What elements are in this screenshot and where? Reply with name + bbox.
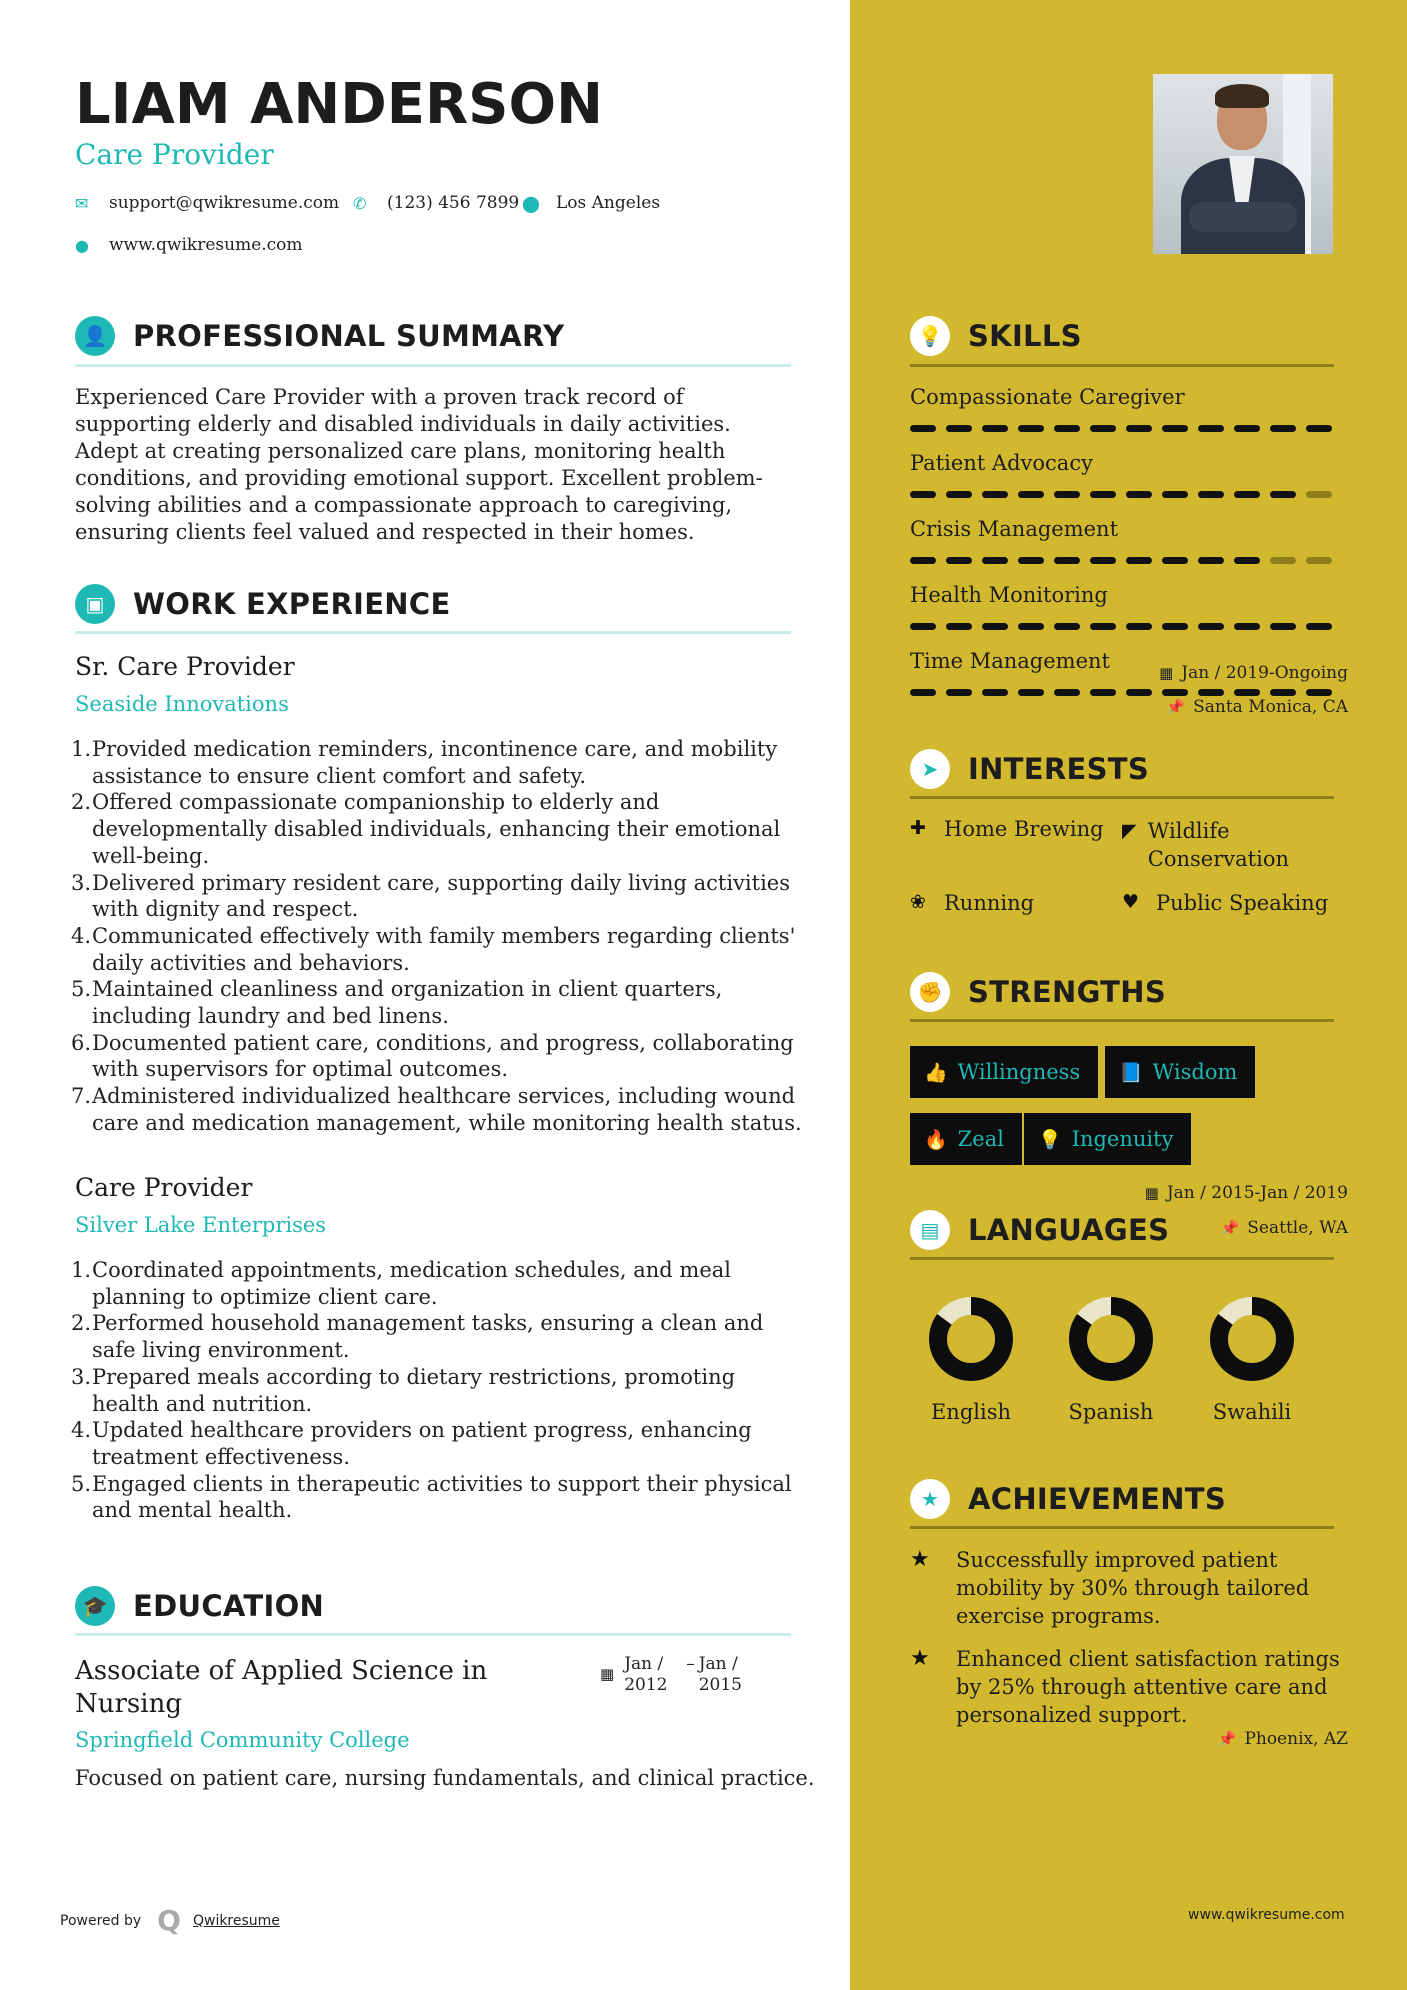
skill-dash: [1018, 425, 1044, 432]
skill-dash: [1270, 425, 1296, 432]
duty-item: 2. Offered compassionate companionship to elderly and developmentally disabled individuals, enhancing their emotional well-being.: [71, 790, 781, 868]
skill-dash: [1090, 623, 1116, 630]
graduate-icon: 🎓: [75, 1586, 115, 1626]
powered-by: Powered by Q Qwikresume: [60, 1904, 280, 1937]
wildlife-icon: ◤: [1122, 820, 1137, 842]
language-name: English: [930, 1400, 1012, 1424]
job-1-location: 📌 Santa Monica, CA: [1166, 697, 1348, 717]
skill-name: Crisis Management: [910, 517, 1119, 541]
skill-name: Compassionate Caregiver: [910, 385, 1185, 409]
skill-dash: [910, 623, 936, 630]
job-2-location: 📌 Seattle, WA: [1220, 1218, 1348, 1238]
strengths-heading: ✊ STRENGTHS: [910, 972, 1166, 1012]
qwikresume-logo-icon: Q: [157, 1904, 181, 1937]
skill-level-bar: [910, 425, 1332, 432]
skill-dash: [1126, 623, 1152, 630]
skill-dash: [1198, 491, 1224, 498]
interest-item: ◤ Wildlife Conservation: [1122, 819, 1289, 871]
duty-item: 4. Updated healthcare providers on patient progress, enhancing treatment effectiveness.: [71, 1418, 752, 1469]
divider: [75, 1633, 791, 1636]
paper-plane-icon: ➤: [910, 749, 950, 789]
skill-dash: [1234, 491, 1260, 498]
skill-name: Health Monitoring: [910, 583, 1108, 607]
education-degree: Associate of Applied Science in Nursing: [75, 1656, 488, 1719]
language-item: [1056, 1296, 1166, 1424]
skill-dash: [1162, 425, 1188, 432]
skills-heading: 💡 SKILLS: [910, 316, 1082, 356]
skill-dash: [1306, 491, 1332, 498]
education-location: 📌 Phoenix, AZ: [1217, 1729, 1348, 1749]
skill-dash: [1126, 425, 1152, 432]
achievement-item: ★ Enhanced client satisfaction ratings by 25% through attentive care and personalized support.: [910, 1646, 1340, 1727]
duty-item: 4. Communicated effectively with family members regarding clients' daily activities and behaviors.: [71, 923, 796, 975]
job-2-title: Care Provider: [75, 1173, 253, 1202]
skill-dash: [1162, 557, 1188, 564]
qwikresume-link[interactable]: Qwikresume: [192, 1912, 280, 1929]
language-name: Spanish: [1068, 1400, 1154, 1424]
job-title: Care Provider: [75, 138, 274, 171]
divider: [910, 1019, 1334, 1022]
skill-dash: [946, 689, 972, 696]
skill-dash: [982, 491, 1008, 498]
skill-dash: [1018, 623, 1044, 630]
strength-chip: 📘 Wisdom: [1105, 1046, 1255, 1098]
star-icon: ★: [910, 1479, 950, 1519]
office-chair-icon: ▣: [75, 584, 115, 624]
skill-dash: [1162, 623, 1188, 630]
interest-item: ❀ Running: [910, 891, 1035, 915]
education-heading: 🎓 EDUCATION: [75, 1586, 324, 1626]
job-1-title: Sr. Care Provider: [75, 652, 295, 681]
skill-dash: [1126, 557, 1152, 564]
star-icon: ★: [910, 1547, 930, 1572]
thumbs-up-icon: 👍: [924, 1061, 948, 1084]
skill-dash: [1234, 425, 1260, 432]
language-level-ring: [1068, 1296, 1154, 1382]
skill-dash: [1306, 557, 1332, 564]
skill-dash: [1306, 623, 1332, 630]
skill-dash: [1054, 689, 1080, 696]
skill-dash: [1054, 491, 1080, 498]
skill-dash: [1198, 557, 1224, 564]
job-1-duties: [65, 736, 805, 1137]
skill-level-bar: [910, 491, 1332, 498]
fire-icon: 🔥: [924, 1128, 948, 1151]
calendar-icon: ▦: [1144, 1184, 1159, 1202]
heartbeat-icon: ♥: [1122, 891, 1140, 913]
candidate-name: LIAM ANDERSON: [75, 72, 603, 137]
skill-dash: [1306, 425, 1332, 432]
job-1-company: Seaside Innovations: [75, 692, 289, 716]
skill-dash: [1198, 623, 1224, 630]
job-1-dates: ▦ Jan / 2019-Ongoing: [1159, 663, 1348, 683]
duty-item: 3. Prepared meals according to dietary restrictions, promoting health and nutrition.: [71, 1364, 736, 1416]
divider: [910, 364, 1334, 367]
calendar-icon: ▦: [1159, 664, 1174, 682]
globe-icon: ●: [75, 235, 89, 255]
language-item: [916, 1296, 1026, 1424]
job-2-dates: ▦ Jan / 2015-Jan / 2019: [1144, 1183, 1348, 1203]
work-heading: ▣ WORK EXPERIENCE: [75, 584, 451, 624]
skill-dash: [1162, 491, 1188, 498]
skill-dash: [1234, 557, 1260, 564]
map-pin-icon: ⬤: [522, 193, 540, 213]
divider: [75, 364, 791, 367]
raised-fist-icon: ✊: [910, 972, 950, 1012]
duty-item: 7. Administered individualized healthcare services, including wound care and medication management, while monitoring health status.: [71, 1084, 802, 1135]
interest-item: ✚ Home Brewing: [910, 817, 1104, 841]
skill-dash: [1270, 557, 1296, 564]
skill-dash: [1054, 623, 1080, 630]
skill-dash: [982, 623, 1008, 630]
lightbulb-icon: 💡: [910, 316, 950, 356]
skill-dash: [946, 491, 972, 498]
skill-dash: [946, 623, 972, 630]
interests-heading: ➤ INTERESTS: [910, 749, 1149, 789]
calendar-icon: ▦: [600, 1665, 615, 1683]
translate-icon: ▤: [910, 1210, 950, 1250]
skill-dash: [910, 491, 936, 498]
strength-chip: 🔥 Zeal: [910, 1113, 1022, 1165]
skill-dash: [1162, 689, 1188, 696]
skill-dash: [946, 425, 972, 432]
skill-dash: [1018, 491, 1044, 498]
skill-level-bar: [910, 557, 1332, 564]
language-level-ring: [1209, 1296, 1295, 1382]
languages-heading: ▤ LANGUAGES: [910, 1210, 1169, 1250]
skill-level-bar: [910, 689, 1332, 696]
footer-website[interactable]: www.qwikresume.com: [1188, 1907, 1345, 1923]
skill-dash: [1270, 689, 1296, 696]
language-item: [1197, 1296, 1307, 1424]
phone-icon: ✆: [353, 193, 367, 213]
language-level-ring: [928, 1296, 1014, 1382]
education-school: Springfield Community College: [75, 1728, 410, 1752]
contact-phone[interactable]: ✆ (123) 456 7899: [353, 193, 520, 213]
skill-dash: [1054, 557, 1080, 564]
contact-location: ⬤ Los Angeles: [522, 193, 661, 213]
pushpin-icon: 📌: [1217, 1730, 1237, 1748]
job-2-duties: [65, 1257, 805, 1524]
duty-item: 3. Delivered primary resident care, supporting daily living activities with dignity and respect.: [71, 870, 790, 922]
skill-dash: [1270, 491, 1296, 498]
divider: [910, 1257, 1334, 1260]
education-dates: ▦ Jan / 2012 – Jan / 2015: [600, 1654, 742, 1695]
pushpin-icon: 📌: [1166, 698, 1186, 716]
strength-chip: 💡 Ingenuity: [1024, 1113, 1191, 1165]
skill-level-bar: [910, 623, 1332, 630]
skill-dash: [1018, 557, 1044, 564]
skill-dash: [1126, 689, 1152, 696]
skill-name: Time Management: [910, 649, 1110, 673]
job-2-company: Silver Lake Enterprises: [75, 1213, 327, 1237]
skill-dash: [1090, 689, 1116, 696]
skill-dash: [1054, 425, 1080, 432]
skill-dash: [1306, 689, 1332, 696]
profile-photo: [1153, 74, 1333, 254]
duty-item: 2. Performed household management tasks, ensuring a clean and safe living environment.: [71, 1311, 764, 1363]
divider: [910, 1526, 1334, 1529]
skill-dash: [910, 689, 936, 696]
skill-dash: [982, 425, 1008, 432]
summary-heading: 👤 PROFESSIONAL SUMMARY: [75, 316, 564, 356]
achievements-heading: ★ ACHIEVEMENTS: [910, 1479, 1226, 1519]
skill-dash: [1090, 491, 1116, 498]
summary-text: Experienced Care Provider with a proven track record of supporting elderly and disabled individuals in daily activities. Adept at creating personalized care plans, monitoring health conditions, and providing emotional support. Excellent problem-solving abilities and a compassionate approach to caregiving, ensuring clients feel valued and respected in their homes.: [75, 385, 763, 544]
book-icon: 📘: [1119, 1061, 1143, 1084]
skill-name: Patient Advocacy: [910, 451, 1093, 475]
duty-item: 5. Maintained cleanliness and organization in client quarters, including laundry and bed linens.: [71, 977, 723, 1029]
skill-dash: [982, 689, 1008, 696]
skill-dash: [1018, 689, 1044, 696]
duty-item: 1. Coordinated appointments, medication schedules, and meal planning to optimize client care.: [71, 1258, 731, 1309]
user-icon: 👤: [75, 316, 115, 356]
envelope-icon: ✉: [75, 193, 89, 213]
paw-icon: ❀: [910, 891, 926, 913]
strength-chip: 👍 Willingness: [910, 1046, 1098, 1098]
divider: [75, 631, 791, 634]
lightbulb-icon: 💡: [1038, 1128, 1062, 1151]
duty-item: 6. Documented patient care, conditions, and progress, collaborating with supervisors for optimal outcomes.: [71, 1030, 794, 1082]
skill-dash: [1234, 623, 1260, 630]
language-name: Swahili: [1212, 1400, 1292, 1424]
skill-dash: [1090, 557, 1116, 564]
skill-dash: [1090, 425, 1116, 432]
contact-email[interactable]: ✉ support@qwikresume.com: [75, 193, 340, 213]
duty-item: 1. Provided medication reminders, incontinence care, and mobility assistance to ensure client comfort and safety.: [71, 737, 778, 788]
interest-item: ♥ Public Speaking: [1122, 891, 1329, 915]
skill-dash: [1126, 491, 1152, 498]
puzzle-icon: ✚: [910, 817, 926, 839]
skill-dash: [910, 425, 936, 432]
education-description: Focused on patient care, nursing fundamentals, and clinical practice.: [75, 1766, 815, 1790]
achievement-item: ★ Successfully improved patient mobility by 30% through tailored exercise programs.: [910, 1547, 1310, 1628]
star-icon: ★: [910, 1646, 930, 1671]
skill-dash: [1270, 623, 1296, 630]
skill-dash: [1198, 689, 1224, 696]
skill-dash: [946, 557, 972, 564]
pushpin-icon: 📌: [1220, 1219, 1240, 1237]
contact-website[interactable]: ● www.qwikresume.com: [75, 235, 303, 255]
skill-dash: [1198, 425, 1224, 432]
skill-dash: [910, 557, 936, 564]
skill-dash: [982, 557, 1008, 564]
divider: [910, 796, 1334, 799]
skill-dash: [1234, 689, 1260, 696]
duty-item: 5. Engaged clients in therapeutic activities to support their physical and mental health.: [71, 1471, 792, 1523]
